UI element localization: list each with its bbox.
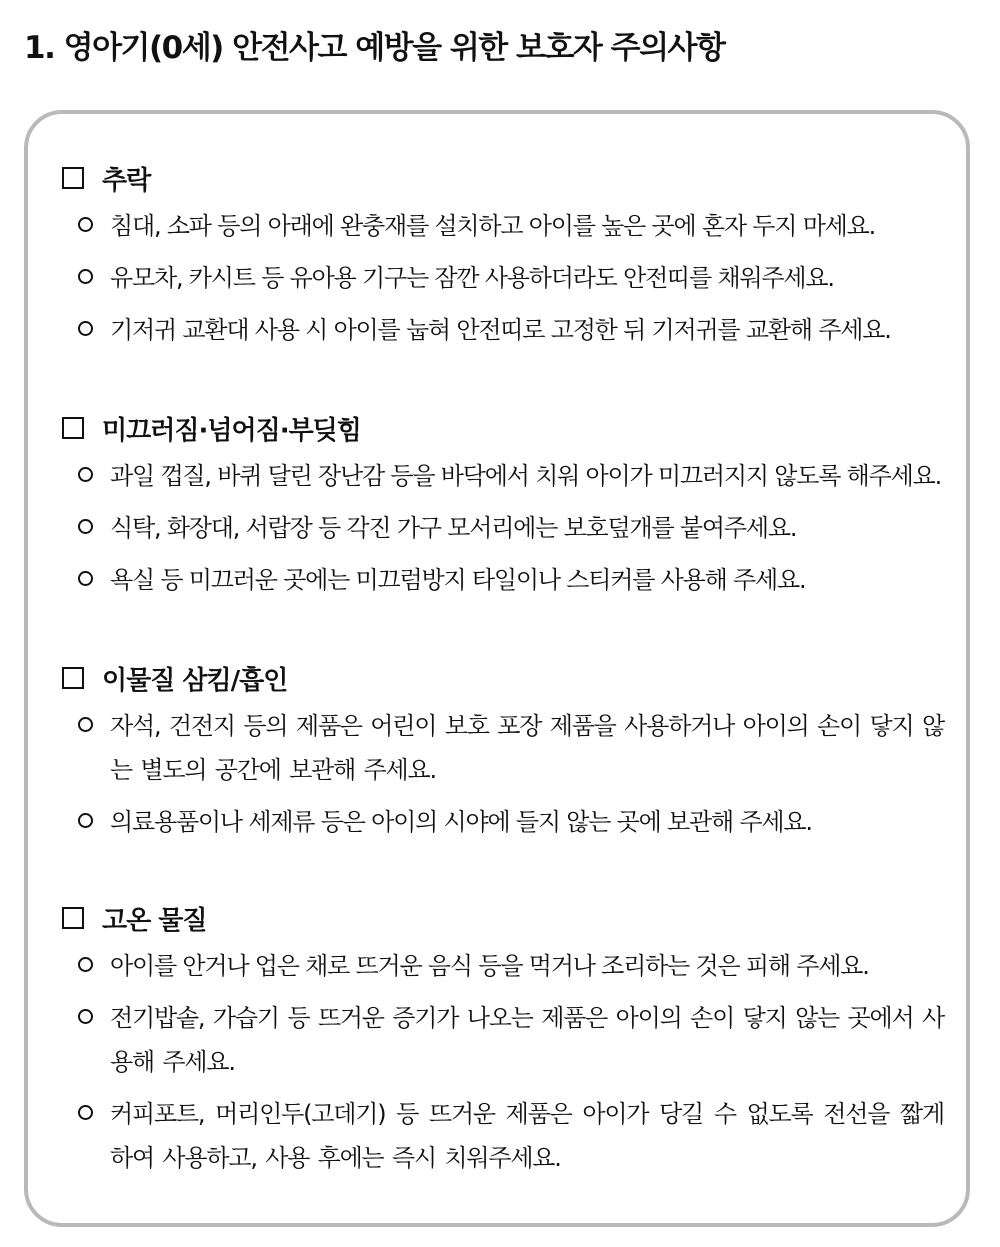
checkbox-icon xyxy=(62,167,84,189)
section-foreign-object xyxy=(62,660,942,844)
list-item-text: 자석, 건전지 등의 제품은 어린이 보호 포장 제품을 사용하거나 아이의 손이 닿지 않는 별도의 공간에 보관해 주세요. xyxy=(110,712,944,784)
circle-bullet-icon xyxy=(78,717,93,732)
list-item xyxy=(62,558,942,602)
section-hot-material xyxy=(62,900,942,1180)
list-item xyxy=(62,506,942,550)
section-fall xyxy=(62,160,942,352)
checkbox-icon xyxy=(62,907,84,929)
list-item xyxy=(62,256,942,300)
list-item xyxy=(62,944,942,988)
section-heading-text: 추락 xyxy=(102,165,151,196)
list-item xyxy=(62,996,942,1084)
section-slip xyxy=(62,410,942,602)
list-item xyxy=(62,1092,942,1180)
circle-bullet-icon xyxy=(78,519,93,534)
circle-bullet-icon xyxy=(78,813,93,828)
list-item-text: 식탁, 화장대, 서랍장 등 각진 가구 모서리에는 보호덮개를 붙여주세요. xyxy=(110,514,797,542)
list-item-text: 욕실 등 미끄러운 곳에는 미끄럼방지 타일이나 스티커를 사용해 주세요. xyxy=(110,566,806,594)
circle-bullet-icon xyxy=(78,321,93,336)
notice-card xyxy=(24,110,970,1227)
page-title: 1. 영아기(0세) 안전사고 예방을 위한 보호자 주의사항 xyxy=(24,30,725,66)
list-item-text: 유모차, 카시트 등 유아용 기구는 잠깐 사용하더라도 안전띠를 채워주세요. xyxy=(110,264,834,292)
circle-bullet-icon xyxy=(78,217,93,232)
section-heading xyxy=(62,900,942,936)
list-item-text: 의료용품이나 세제류 등은 아이의 시야에 들지 않는 곳에 보관해 주세요. xyxy=(110,808,812,836)
list-item xyxy=(62,454,942,498)
checkbox-icon xyxy=(62,417,84,439)
section-heading-text: 이물질 삼킴/흡인 xyxy=(102,665,288,696)
section-heading-text: 미끄러짐·넘어짐·부딪힘 xyxy=(102,415,361,446)
list-item-text: 침대, 소파 등의 아래에 완충재를 설치하고 아이를 높은 곳에 혼자 두지 마세요. xyxy=(110,212,876,240)
list-item xyxy=(62,800,942,844)
section-heading xyxy=(62,660,942,696)
list-item-text: 기저귀 교환대 사용 시 아이를 눕혀 안전띠로 고정한 뒤 기저귀를 교환해 주세요. xyxy=(110,316,891,344)
list-item xyxy=(62,308,942,352)
circle-bullet-icon xyxy=(78,957,93,972)
checkbox-icon xyxy=(62,667,84,689)
list-item-text: 아이를 안거나 업은 채로 뜨거운 음식 등을 먹거나 조리하는 것은 피해 주세요. xyxy=(110,952,869,980)
list-item xyxy=(62,704,942,792)
circle-bullet-icon xyxy=(78,467,93,482)
circle-bullet-icon xyxy=(78,269,93,284)
list-item-text: 전기밥솥, 가습기 등 뜨거운 증기가 나오는 제품은 아이의 손이 닿지 않는 곳에서 사용해 주세요. xyxy=(110,1004,944,1076)
list-item xyxy=(62,204,942,248)
circle-bullet-icon xyxy=(78,1105,93,1120)
list-item-text: 커피포트, 머리인두(고데기) 등 뜨거운 제품은 아이가 당길 수 없도록 전선을 짧게 하여 사용하고, 사용 후에는 즉시 치워주세요. xyxy=(110,1100,944,1172)
section-heading xyxy=(62,160,942,196)
section-heading xyxy=(62,410,942,446)
circle-bullet-icon xyxy=(78,571,93,586)
circle-bullet-icon xyxy=(78,1009,93,1024)
section-heading-text: 고온 물질 xyxy=(102,905,207,936)
list-item-text: 과일 껍질, 바퀴 달린 장난감 등을 바닥에서 치워 아이가 미끄러지지 않도록 해주세요. xyxy=(110,462,942,490)
